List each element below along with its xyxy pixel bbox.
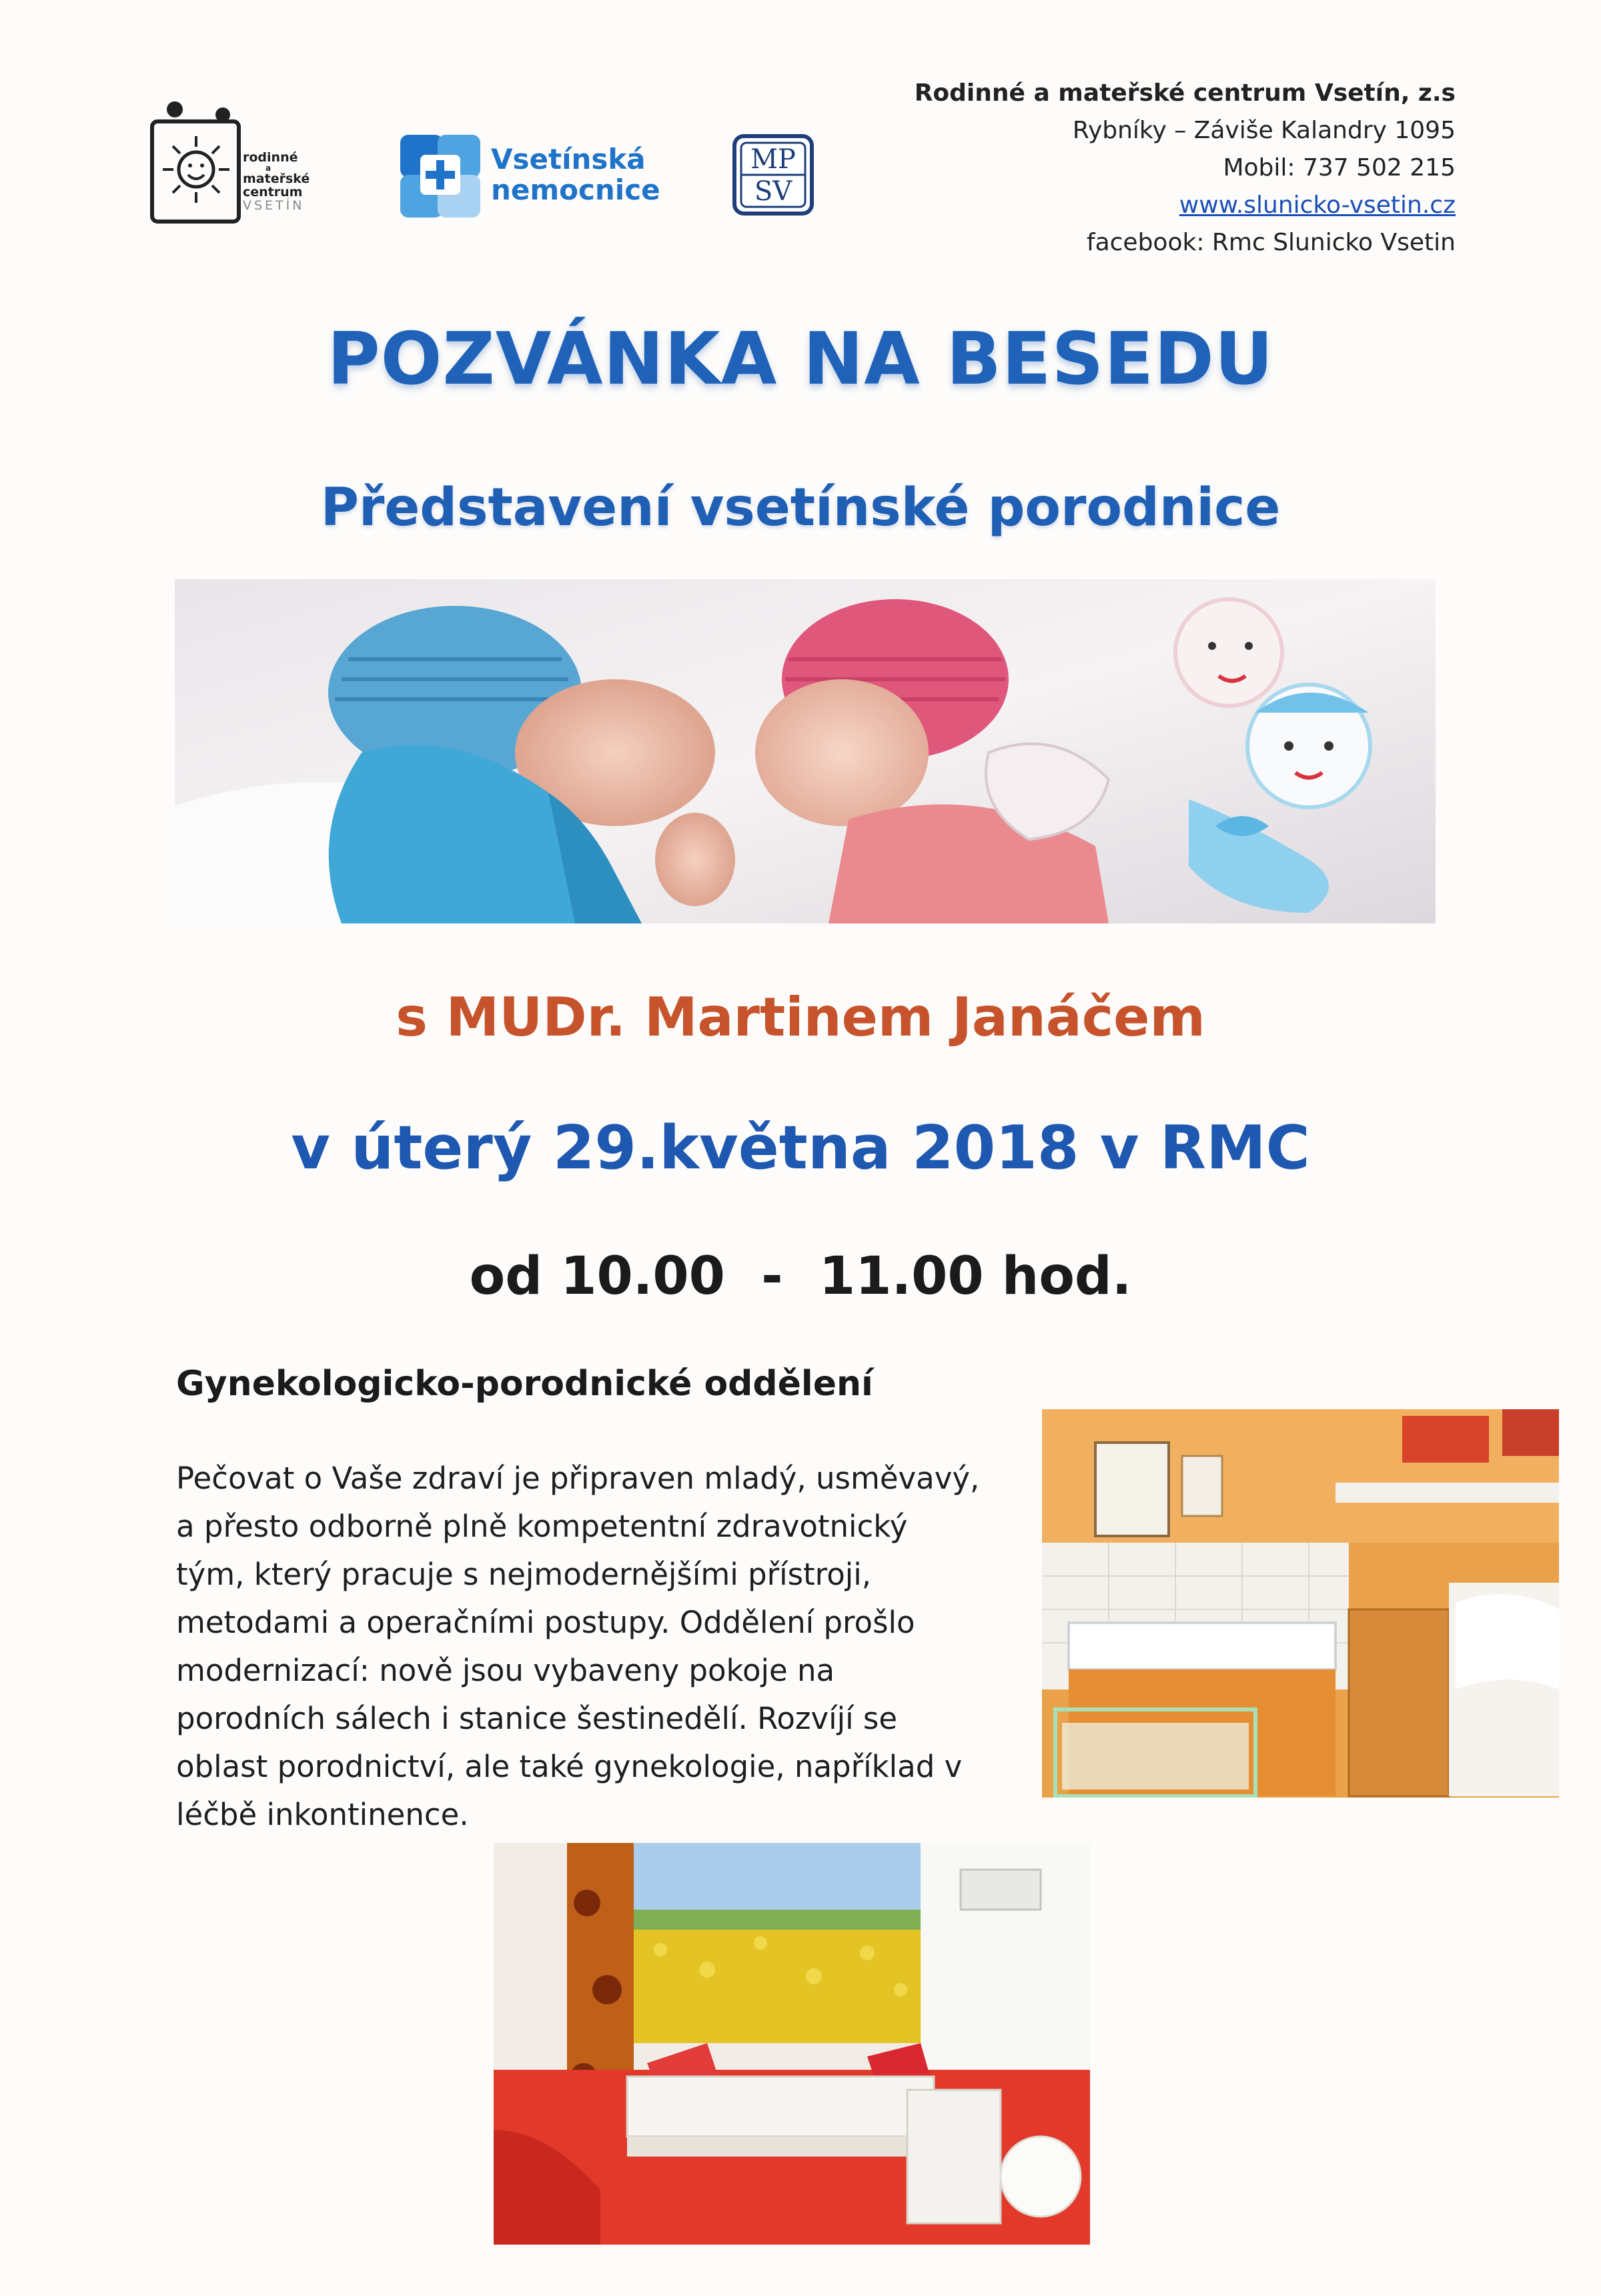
description-line: oblast porodnictví, ale také gynekologie, například v bbox=[176, 1749, 963, 1784]
mobile: Mobil: 737 502 215 bbox=[1223, 154, 1456, 181]
sun-family-icon bbox=[148, 95, 248, 228]
contact-block bbox=[915, 75, 1456, 262]
mpsv-bottom-text: SV bbox=[754, 176, 792, 207]
mpsv-emblem-icon bbox=[732, 133, 815, 216]
hospital-cross-icon bbox=[398, 131, 484, 224]
time-line: od 10.00 - 11.00 hod. bbox=[469, 1246, 1132, 1306]
description-line: tým, který pracuje s nejmodernějšími přístroji, bbox=[176, 1557, 872, 1592]
organization-name: Rodinné a mateřské centrum Vsetín, z.s bbox=[914, 79, 1456, 107]
description-line: metodami a operačními postupy. Oddělení prošlo bbox=[176, 1605, 915, 1640]
description-line: Pečovat o Vaše zdraví je připraven mladý, usměvavý, bbox=[176, 1461, 980, 1496]
rmc-logo-text: rodinné a mateřské centrum VSETÍN bbox=[243, 150, 310, 213]
newborns-illustration bbox=[175, 579, 1436, 923]
mpsv-logo bbox=[732, 133, 815, 216]
newborns-photo bbox=[175, 579, 1436, 923]
website-link[interactable]: www.slunicko-vsetin.cz bbox=[1179, 192, 1456, 219]
nemocnice-logo-text: Vsetínská nemocnice bbox=[491, 143, 660, 206]
address: Rybníky – Záviše Kalandry 1095 bbox=[1072, 117, 1456, 144]
hospital-room-illustration bbox=[1042, 1409, 1559, 1798]
description-line: modernizací: nově jsou vybaveny pokoje na bbox=[176, 1653, 835, 1688]
page-title: POZVÁNKA NA BESEDU bbox=[327, 318, 1274, 401]
doctor-line: s MUDr. Martinem Janáčem bbox=[396, 986, 1205, 1048]
hospital-room-photo bbox=[1042, 1409, 1559, 1798]
description-line: porodních sálech i stanice šestinedělí. Rozvíjí se bbox=[176, 1701, 898, 1736]
department-heading: Gynekologicko-porodnické oddělení bbox=[176, 1364, 873, 1404]
delivery-room-photo bbox=[494, 1843, 1090, 2245]
department-description bbox=[176, 1455, 1017, 1839]
date-line: v úterý 29.května 2018 v RMC bbox=[291, 1113, 1310, 1183]
rmc-logo bbox=[148, 95, 328, 228]
facebook: facebook: Rmc Slunicko Vsetin bbox=[1086, 229, 1456, 256]
description-line: a přesto odborně plně kompetentní zdravotnický bbox=[176, 1509, 908, 1544]
description-line: léčbě inkontinence. bbox=[176, 1797, 469, 1832]
mpsv-top-text: MP bbox=[750, 144, 796, 175]
page-subtitle: Představení vsetínské porodnice bbox=[320, 478, 1281, 538]
nemocnice-logo bbox=[398, 131, 678, 224]
delivery-room-illustration bbox=[494, 1843, 1090, 2245]
